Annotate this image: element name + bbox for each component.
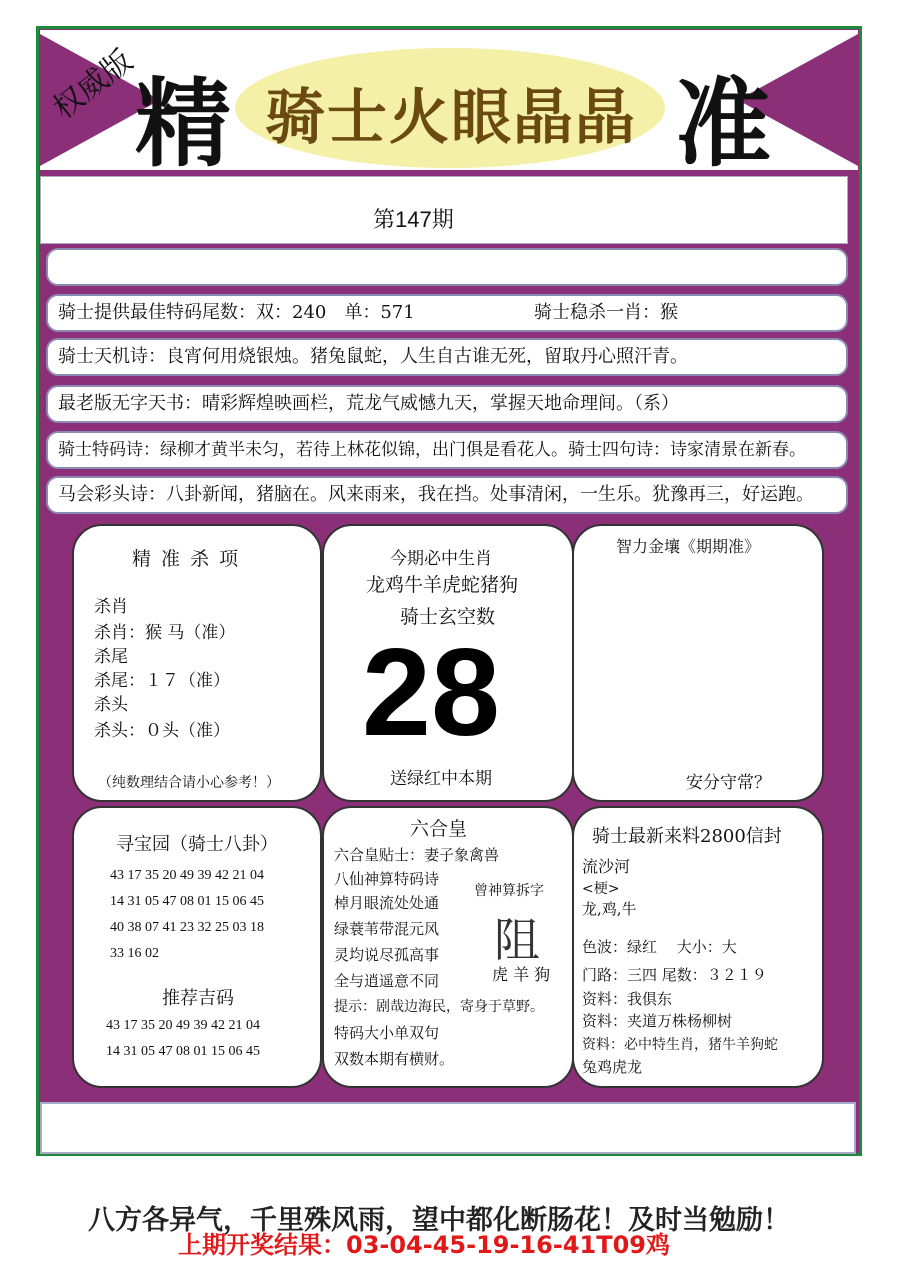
latest-line: 色波：绿红 大小：大 bbox=[582, 938, 737, 956]
slogan: 八方各异气，千里殊风雨，望中都化断肠花！及时当勉励！ bbox=[88, 1205, 790, 1236]
row-text: 骑士提供最佳特码尾数：双：240 单：571 bbox=[58, 302, 415, 323]
kill-line: 杀肖：猴 马（准） bbox=[94, 623, 236, 643]
center-line2: 龙鸡牛羊虎蛇猪狗 bbox=[366, 574, 519, 596]
latest-line: 资料：必中特生肖，猪牛羊狗蛇 bbox=[582, 1037, 778, 1053]
lhh-poem-line: 绿蓑苇带混元风 bbox=[334, 920, 440, 938]
right-box-title: 智力金壤《期期准》 bbox=[616, 537, 761, 556]
title-left-char: 精 bbox=[135, 68, 231, 170]
lhh-poem-line: 全与逍遥意不同 bbox=[334, 972, 440, 990]
title-right-char: 准 bbox=[675, 68, 771, 170]
row-special-poem bbox=[46, 431, 848, 469]
kill-line: 杀头：０头（准） bbox=[94, 721, 230, 741]
lhh-box bbox=[322, 806, 574, 1088]
treasure-numbers: 33 16 02 bbox=[110, 946, 159, 961]
row-poem bbox=[46, 338, 848, 376]
latest-line: 资料：我俱东 bbox=[582, 990, 673, 1008]
row-text: 马会彩头诗：八卦新闻，猪脑在。风来雨来，我在挡。处事清闲，一生乐。犹豫再三，好运跑。 bbox=[58, 484, 814, 505]
treasure-title: 寻宝园（骑士八卦） bbox=[116, 834, 278, 855]
lucky-numbers: 43 17 35 20 49 39 42 21 04 bbox=[106, 1018, 260, 1033]
lhh-hint: 提示：剧哉边海民，寄身于草野。 bbox=[334, 999, 544, 1015]
footer-bar bbox=[40, 1102, 856, 1154]
center-bottom: 送绿红中本期 bbox=[390, 769, 492, 789]
mystic-number: 28 bbox=[362, 624, 500, 762]
last-result: 上期开奖结果：03-04-45-19-16-41T09鸡 bbox=[178, 1231, 670, 1259]
right-box-bottom: 安分守常？ bbox=[686, 773, 771, 793]
latest-line: 资料：夹道万株杨柳树 bbox=[582, 1012, 733, 1030]
treasure-numbers: 14 31 05 47 08 01 15 06 45 bbox=[110, 894, 264, 909]
kill-box-title: 精 准 杀 项 bbox=[132, 548, 241, 570]
lhh-poem-line: 棹月眼流处处通 bbox=[334, 894, 440, 912]
row-book bbox=[46, 385, 848, 423]
lucky-numbers: 14 31 05 47 08 01 15 06 45 bbox=[106, 1044, 260, 1059]
center-line1: 今期必中生肖 bbox=[390, 549, 492, 569]
latest-line: 门路：三四 尾数：３２１９ bbox=[582, 966, 767, 984]
edition-label: 权威版 bbox=[46, 43, 140, 127]
row-text: 骑士特码诗：绿柳才黄半未匀，若待上林花似锦，出门俱是看花人。骑士四句诗：诗家清景在新春。 bbox=[58, 440, 806, 460]
kill-box bbox=[72, 524, 322, 802]
latest-line: 兔鸡虎龙 bbox=[582, 1058, 643, 1076]
latest-box bbox=[572, 806, 824, 1088]
side-char: 阻 bbox=[494, 913, 540, 967]
issue-number: 第147期 bbox=[373, 207, 454, 232]
side-title: 曾神算拆字 bbox=[474, 883, 544, 899]
latest-title: 骑士最新来料2800信封 bbox=[592, 826, 782, 847]
row-extra: 骑士稳杀一肖：猴 bbox=[534, 302, 678, 323]
kill-line: 杀尾 bbox=[94, 647, 128, 667]
latest-line: 龙,鸡,牛 bbox=[582, 900, 637, 918]
brand-title: 骑士火眼晶晶 bbox=[265, 83, 637, 153]
lhh-poem-title: 八仙神算特码诗 bbox=[334, 870, 440, 888]
kill-note: （纯数理结合请小心参考！） bbox=[98, 775, 280, 791]
lhh-title: 六合皇 bbox=[410, 818, 468, 840]
treasure-numbers: 43 17 35 20 49 39 42 21 04 bbox=[110, 868, 264, 883]
row-lottery-poem bbox=[46, 476, 848, 514]
lhh-line-b: 双数本期有横财。 bbox=[334, 1050, 455, 1068]
issue-bar bbox=[40, 176, 848, 244]
treasure-box bbox=[72, 806, 322, 1088]
kill-line: 杀尾：１７（准） bbox=[94, 671, 230, 691]
row-tail-numbers bbox=[46, 294, 848, 332]
empty-row bbox=[46, 248, 848, 286]
treasure-numbers: 40 38 07 41 23 32 25 03 18 bbox=[110, 920, 264, 935]
latest-line: 流沙河 bbox=[582, 857, 631, 876]
lhh-line-a: 特码大小单双句 bbox=[334, 1024, 440, 1042]
row-text: 骑士天机诗：良宵何用烧银烛。猪兔鼠蛇，人生自古谁无死，留取丹心照汗青。 bbox=[58, 346, 688, 367]
header-banner bbox=[40, 30, 858, 170]
lhh-tip: 六合皇贴士：妻子象禽兽 bbox=[334, 846, 500, 864]
center-line3: 骑士玄空数 bbox=[400, 606, 496, 628]
side-animals: 虎 羊 狗 bbox=[492, 965, 551, 984]
right-box bbox=[572, 524, 824, 802]
kill-line: 杀肖 bbox=[94, 597, 128, 617]
center-box bbox=[322, 524, 574, 802]
row-text: 最老版无字天书：晴彩辉煌映画栏，荒龙气威憾九天，掌握天地命理间。（系） bbox=[58, 393, 679, 414]
lhh-poem-line: 灵均说尽孤高事 bbox=[334, 946, 440, 964]
latest-line: <梗> bbox=[582, 881, 620, 897]
lucky-title: 推荐吉码 bbox=[162, 988, 234, 1009]
kill-line: 杀头 bbox=[94, 695, 128, 715]
